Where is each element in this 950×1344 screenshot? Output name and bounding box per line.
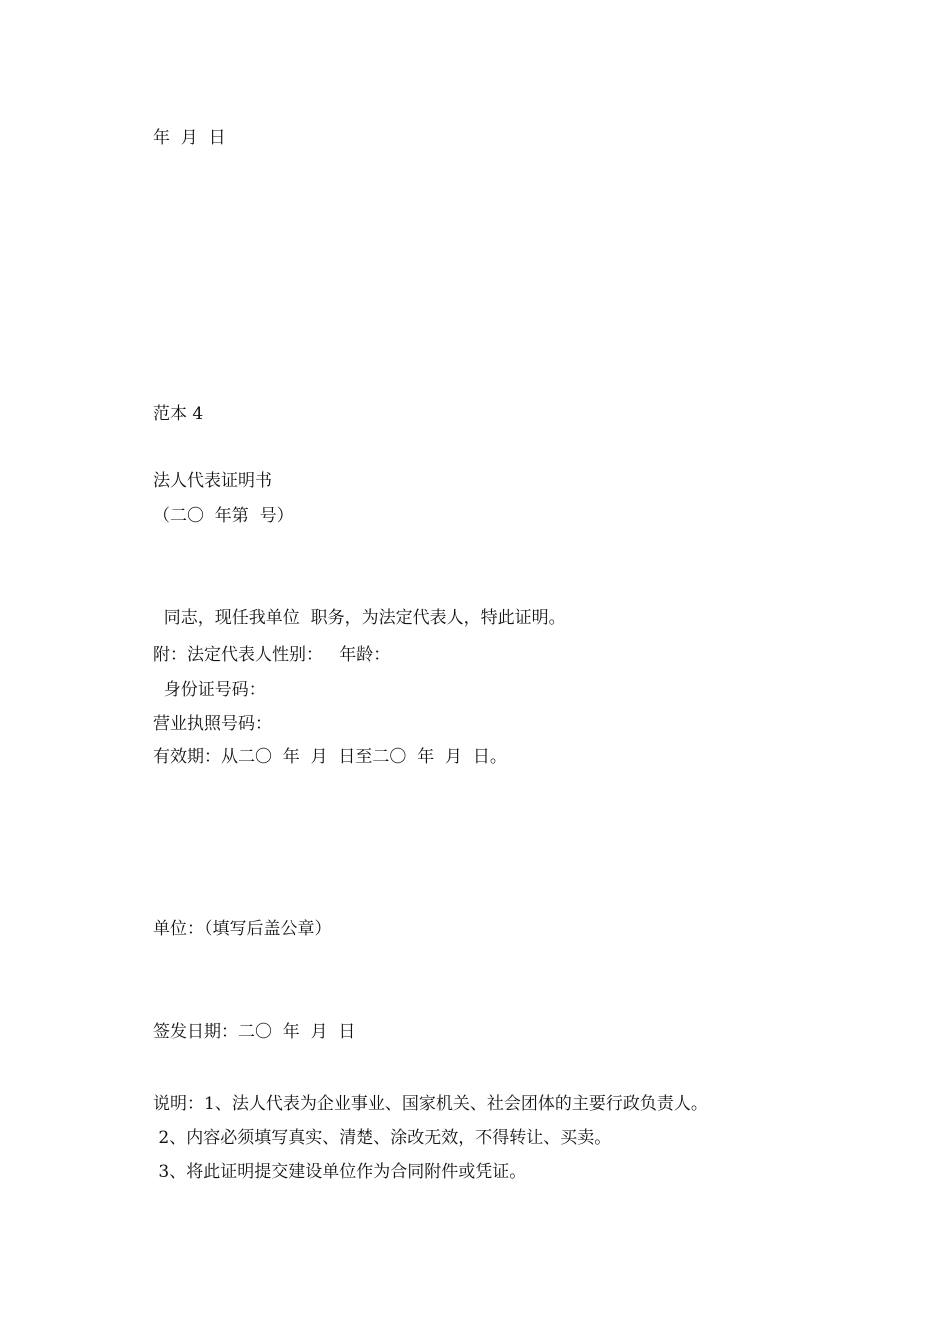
note-line-1: 说明：1、法人代表为企业事业、国家机关、社会团体的主要行政负责人。 <box>153 1094 708 1114</box>
certification-body: 同志，现任我单位 职务，为法定代表人，特此证明。 <box>153 608 566 628</box>
document-number: （二〇 年第 号） <box>153 506 294 526</box>
document-title: 法人代表证明书 <box>153 471 272 491</box>
validity-line: 有效期：从二〇 年 月 日至二〇 年 月 日。 <box>153 747 507 767</box>
license-number-line: 营业执照号码： <box>153 714 272 734</box>
sample-label: 范本 4 <box>153 404 204 424</box>
note-line-2: 2、内容必须填写真实、清楚、涂改无效，不得转让、买卖。 <box>153 1128 612 1148</box>
issue-date-line: 签发日期：二〇 年 月 日 <box>153 1022 356 1042</box>
note-line-3: 3、将此证明提交建设单位作为合同附件或凭证。 <box>153 1162 527 1182</box>
id-number-line: 身份证号码： <box>153 680 266 700</box>
attachment-gender-age: 附：法定代表人性别： 年龄： <box>153 645 391 665</box>
top-date-line: 年 月 日 <box>153 128 226 148</box>
unit-seal-line: 单位：（填写后盖公章） <box>153 919 332 939</box>
